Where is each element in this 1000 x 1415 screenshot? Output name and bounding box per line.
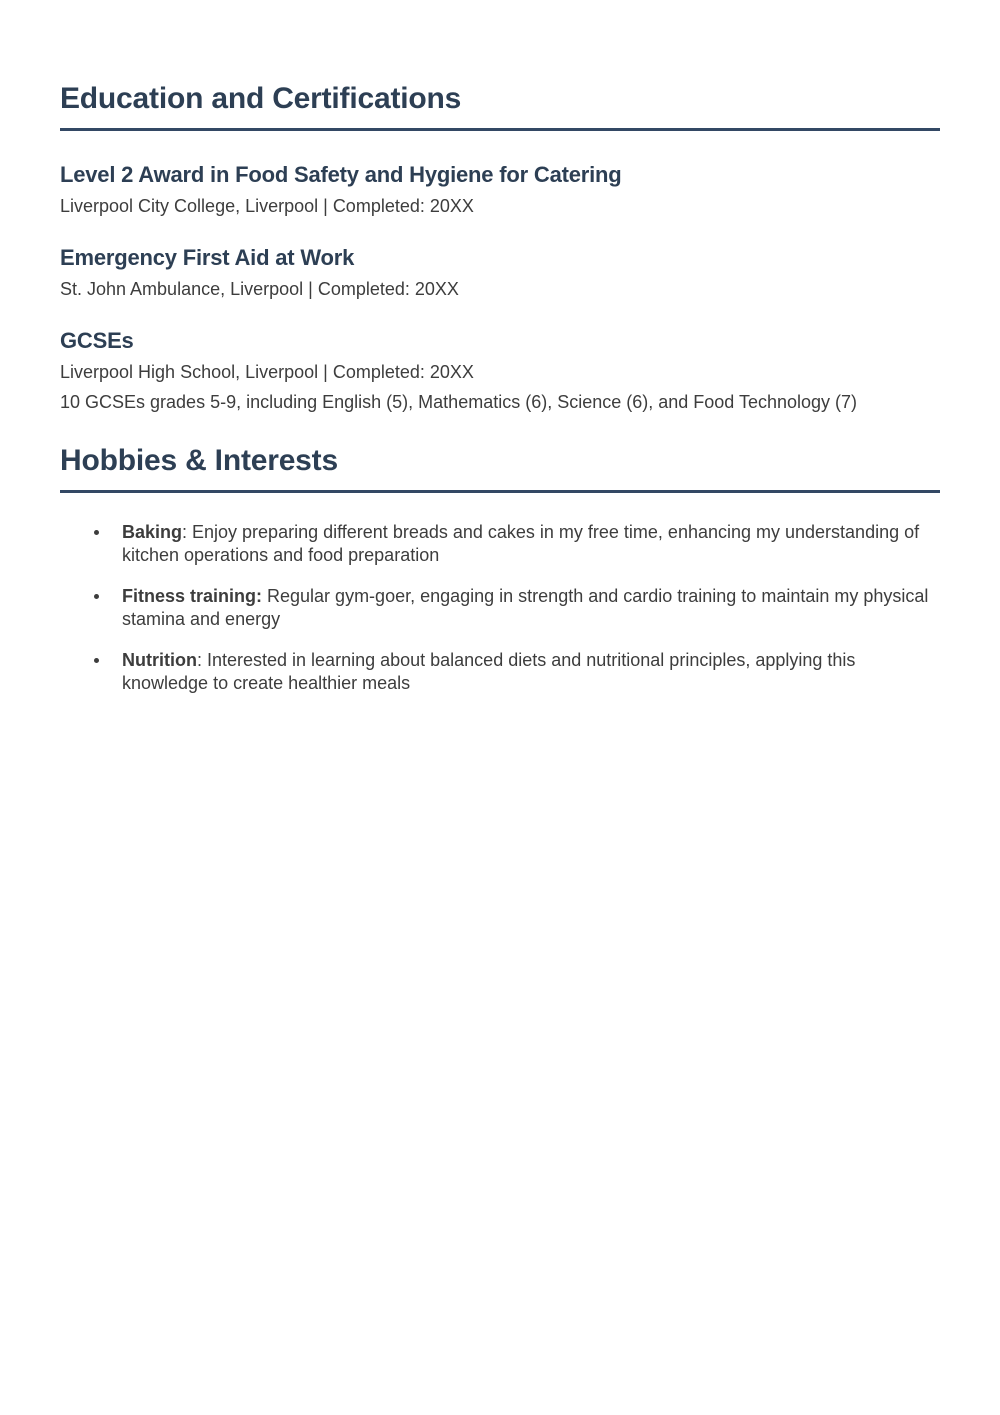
hobby-item-fitness-training <box>60 585 940 631</box>
education-entry-subtitle: Liverpool High School, Liverpool | Completed: 20XX <box>60 362 474 382</box>
education-entry-title: GCSEs <box>60 328 134 353</box>
hobbies-heading: Hobbies & Interests <box>60 444 338 477</box>
hobby-text: : Interested in learning about balanced diets and nutritional principles, applying this knowledge to create healthier meals <box>122 650 856 693</box>
education-entry-title: Emergency First Aid at Work <box>60 245 355 270</box>
education-entry-3 <box>60 327 940 414</box>
bullet-icon <box>94 594 99 599</box>
bullet-icon <box>94 530 99 535</box>
hobby-item-nutrition <box>60 649 940 695</box>
hobby-text: : Enjoy preparing different breads and cakes in my free time, enhancing my understanding of kitchen operations and food preparation <box>122 522 920 565</box>
education-entry-title: Level 2 Award in Food Safety and Hygiene for Catering <box>60 162 622 187</box>
section-hobbies <box>60 444 940 695</box>
section-education <box>60 0 940 414</box>
education-entry-1 <box>60 161 940 218</box>
hobby-label: Baking <box>122 522 183 542</box>
education-entry-detail: 10 GCSEs grades 5-9, including English (5), Mathematics (6), Science (6), and Food Technology (7) <box>60 392 858 412</box>
education-entry-subtitle: Liverpool City College, Liverpool | Completed: 20XX <box>60 196 474 216</box>
hobby-text: Regular gym-goer, engaging in strength and cardio training to maintain my physical stamina and energy <box>122 586 929 629</box>
hobby-label: Nutrition <box>122 650 197 670</box>
hobbies-divider <box>60 490 940 493</box>
hobby-label: Fitness training: <box>122 586 263 606</box>
education-entry-2 <box>60 244 940 301</box>
bullet-icon <box>94 658 99 663</box>
education-heading: Education and Certifications <box>60 82 462 115</box>
hobbies-list <box>60 521 940 695</box>
education-entry-subtitle: St. John Ambulance, Liverpool | Completed: 20XX <box>60 279 459 299</box>
hobby-item-baking <box>60 521 940 567</box>
education-divider <box>60 128 940 131</box>
